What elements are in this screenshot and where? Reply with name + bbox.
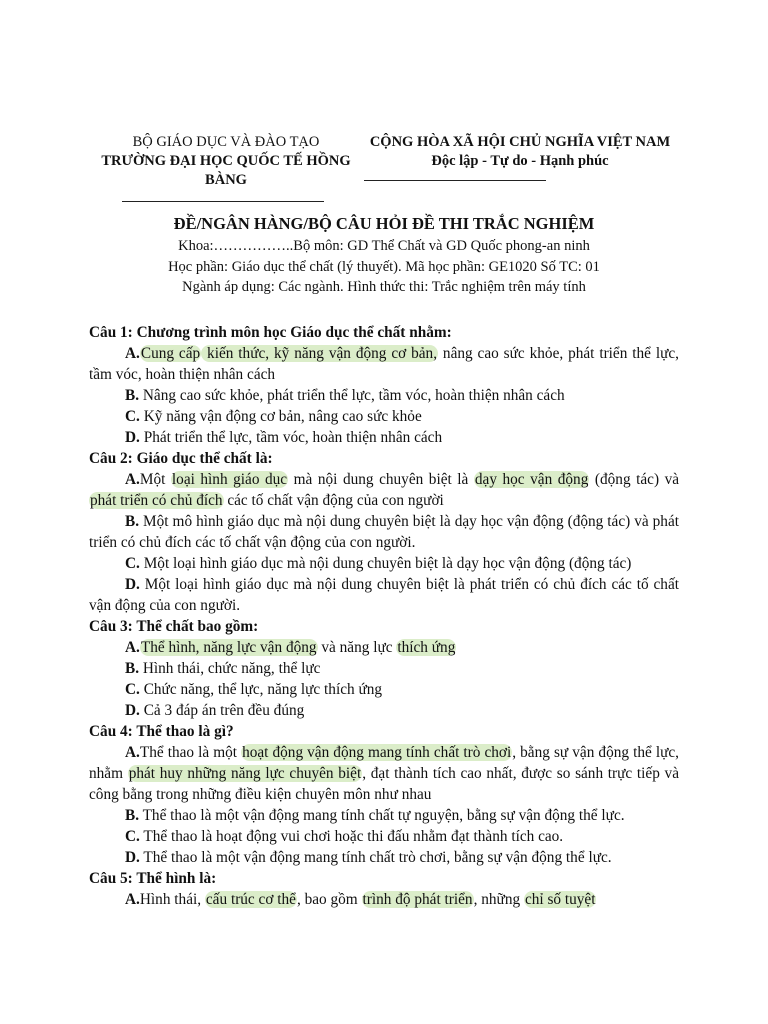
question-3: Câu 3: Thể chất bao gồm:: [89, 618, 259, 635]
highlight: hoạt động vận động mang tính chất trò chơi: [242, 744, 512, 761]
ministry-header: [92, 133, 360, 190]
q2-option-b: [89, 511, 679, 553]
q3-option-b: [89, 658, 679, 679]
option-text: Hình thái,: [139, 891, 205, 908]
option-text: Thể thao là một vận động mang tính chất trò chơi, bằng sự vận động thể lực.: [139, 849, 612, 866]
option-letter: A.: [125, 345, 140, 362]
option-letter: B.: [125, 513, 140, 530]
ministry-name: BỘ GIÁO DỤC VÀ ĐÀO TẠO: [132, 134, 320, 150]
university-name: TRƯỜNG ĐẠI HỌC QUỐC TẾ HỒNG: [101, 153, 351, 169]
option-text: Một loại hình giáo dục mà nội dung chuyên biệt là dạy học vận động (động tác): [139, 555, 632, 572]
option-letter: C.: [125, 828, 140, 845]
option-letter: A.: [125, 744, 140, 761]
option-text: nâng cao sức khỏe, phát triển thể lực, tầm vóc, hoàn thiện nhân cách: [89, 345, 679, 383]
option-text: mà nội dung chuyên biệt là: [288, 471, 474, 488]
option-letter: D.: [125, 702, 140, 719]
option-text: Thể thao là một: [139, 744, 242, 761]
q1-option-d: [89, 427, 679, 448]
option-letter: B.: [125, 660, 140, 677]
option-letter: A.: [125, 891, 140, 908]
option-text: , bằng sự vận động thể lực, nhằm: [89, 744, 679, 782]
q4-option-a: [89, 742, 679, 805]
option-text: Thể thao là một vận động mang tính chất tự nguyện, bằng sự vận động thể lực.: [139, 807, 625, 824]
option-letter: D.: [125, 576, 140, 593]
option-letter: C.: [125, 555, 140, 572]
option-text: Hình thái, chức năng, thể lực: [139, 660, 321, 677]
option-letter: C.: [125, 408, 140, 425]
question-list: [89, 322, 679, 910]
option-text: Phát triển thể lực, tầm vóc, hoàn thiện nhân cách: [139, 429, 443, 446]
q1-option-b: [89, 385, 679, 406]
question-5: Câu 5: Thể hình là:: [89, 870, 217, 887]
q3-option-c: [89, 679, 679, 700]
option-text: , những: [473, 891, 524, 908]
option-text: Nâng cao sức khỏe, phát triển thể lực, tầm vóc, hoàn thiện nhân cách: [139, 387, 565, 404]
highlight: chỉ số tuyệt: [524, 891, 596, 908]
highlight: trình độ phát triển: [362, 891, 473, 908]
q3-option-d: [89, 700, 679, 721]
page-title: ĐỀ/NGÂN HÀNG/BỘ CÂU HỎI ĐỀ THI TRẮC NGHIỆM: [173, 214, 595, 233]
option-text: Một: [139, 471, 171, 488]
motto: Độc lập - Tự do - Hạnh phúc: [431, 153, 609, 169]
country-name: CỘNG HÒA XÃ HỘI CHỦ NGHĨA VIỆT NAM: [369, 134, 671, 150]
highlight: phát huy những năng lực chuyên biệt: [128, 765, 362, 782]
highlight: cấu trúc cơ thể: [205, 891, 296, 908]
option-text: và năng lực: [317, 639, 397, 656]
highlight: Thể hình, năng lực vận động: [140, 639, 317, 656]
scope-line: Ngành áp dụng: Các ngành. Hình thức thi: Trắc nghiệm trên máy tính: [182, 279, 586, 295]
option-text: Thể thao là hoạt động vui chơi hoặc thi đấu nhằm đạt thành tích cao.: [139, 828, 564, 845]
highlight: dạy học vận động: [474, 471, 589, 488]
question-1: Câu 1: Chương trình môn học Giáo dục thể chất nhằm:: [89, 324, 452, 341]
highlight: kiến thức, kỹ năng vận động cơ bản,: [202, 345, 438, 362]
option-text: các tố chất vận động của con người: [223, 492, 444, 509]
option-text: Kỹ năng vận động cơ bản, nâng cao sức khỏe: [139, 408, 422, 425]
q4-option-c: [89, 826, 679, 847]
q2-option-c: [89, 553, 679, 574]
country-header: [362, 133, 678, 171]
highlight: Cung cấp: [140, 345, 201, 362]
highlight: phát triển có chủ đích: [90, 492, 223, 509]
option-text: , đạt thành tích cao nhất, được so sánh trực tiếp và công bằng trong những điều kiện chuyên môn như nhau: [89, 765, 679, 803]
option-text: (động tác) và: [589, 471, 680, 488]
highlight: loại hình giáo dục: [171, 471, 288, 488]
option-text: Chức năng, thể lực, năng lực thích ứng: [139, 681, 383, 698]
option-letter: B.: [125, 387, 140, 404]
question-2: Câu 2: Giáo dục thể chất là:: [89, 450, 273, 467]
option-letter: B.: [125, 807, 140, 824]
option-letter: A.: [125, 639, 140, 656]
option-text: Một mô hình giáo dục mà nội dung chuyên biệt là dạy học vận động (động tác) và phát triển có chủ đích các tố chất vận động của con người.: [89, 513, 679, 551]
left-header-rule: [122, 201, 324, 202]
option-letter: A.: [125, 471, 140, 488]
option-text: Cả 3 đáp án trên đều đúng: [139, 702, 305, 719]
q5-option-a: [89, 889, 679, 910]
option-letter: C.: [125, 681, 140, 698]
q1-option-a: [89, 343, 679, 385]
option-letter: D.: [125, 849, 140, 866]
q1-option-c: [89, 406, 679, 427]
q4-option-d: [89, 847, 679, 868]
q2-option-d: [89, 574, 679, 616]
faculty-line: Khoa:……………..Bộ môn: GD Thể Chất và GD Quốc phong-an ninh: [178, 238, 590, 254]
university-name-cont: BÀNG: [205, 172, 247, 188]
question-4: Câu 4: Thể thao là gì?: [89, 723, 234, 740]
q2-option-a: [89, 469, 679, 511]
course-line: Học phần: Giáo dục thể chất (lý thuyết). Mã học phần: GE1020 Số TC: 01: [168, 259, 600, 275]
option-text: , bao gồm: [296, 891, 362, 908]
highlight: thích ứng: [397, 639, 456, 656]
q3-option-a: [89, 637, 679, 658]
right-header-rule: [364, 180, 546, 181]
q4-option-b: [89, 805, 679, 826]
option-letter: D.: [125, 429, 140, 446]
option-text: Một loại hình giáo dục mà nội dung chuyên biệt là phát triển có chủ đích các tố chất vận động của con người.: [89, 576, 679, 614]
